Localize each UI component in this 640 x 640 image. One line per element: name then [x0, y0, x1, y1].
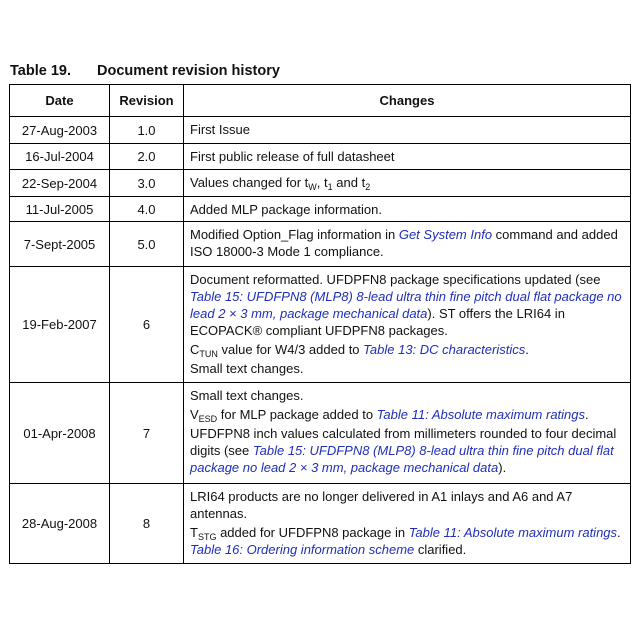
date-cell: 01-Apr-2008 — [10, 383, 110, 484]
revision-history-table — [9, 84, 631, 564]
change-text: T — [190, 525, 198, 540]
change-text: Small text changes. — [190, 361, 304, 376]
change-text: ). — [498, 460, 507, 475]
change-text: added for UFDFPN8 package in — [216, 525, 409, 540]
table-body — [10, 117, 631, 564]
change-paragraph — [190, 387, 626, 404]
change-text: First public release of full datasheet — [190, 149, 395, 164]
table-title: Document revision history — [97, 63, 280, 79]
date-cell: 22-Sep-2004 — [10, 170, 110, 197]
change-text: and t — [332, 175, 366, 190]
date-cell: 16-Jul-2004 — [10, 144, 110, 170]
changes-header: Changes — [184, 85, 631, 117]
date-cell: 11-Jul-2005 — [10, 197, 110, 222]
change-paragraph — [190, 406, 626, 423]
change-text: . — [617, 525, 621, 540]
table-number: Table 19. — [10, 63, 71, 79]
change-paragraph — [190, 425, 626, 476]
revision-cell: 4.0 — [110, 197, 184, 222]
revision-header: Revision — [110, 85, 184, 117]
table-row — [10, 484, 631, 564]
change-text: Small text changes. — [190, 388, 304, 403]
table-row — [10, 170, 631, 197]
revision-cell: 7 — [110, 383, 184, 484]
cross-reference-link[interactable]: Table 11: Absolute maximum ratings — [376, 407, 586, 422]
subscript-text: TUN — [199, 349, 218, 359]
change-text: , t — [316, 175, 328, 190]
table-row — [10, 267, 631, 383]
table-row — [10, 197, 631, 222]
change-text: command and added ISO 18000-3 Mode 1 compliance. — [190, 227, 618, 259]
subscript-text: STG — [197, 532, 217, 542]
table-row — [10, 222, 631, 267]
change-text: for MLP package added to — [217, 407, 377, 422]
change-paragraph — [190, 121, 626, 138]
change-text: Modified Option_Flag information in — [190, 227, 399, 242]
revision-cell: 1.0 — [110, 117, 184, 144]
change-paragraph — [190, 524, 626, 558]
changes-cell — [184, 267, 631, 383]
change-text: . — [525, 342, 529, 357]
change-text: V — [190, 407, 199, 422]
table-row — [10, 144, 631, 170]
date-cell: 19-Feb-2007 — [10, 267, 110, 383]
change-text: Added MLP package information. — [190, 202, 382, 217]
change-paragraph — [190, 226, 626, 260]
change-paragraph — [190, 201, 626, 218]
changes-cell — [184, 197, 631, 222]
cross-reference-link[interactable]: Table 16: Ordering information scheme — [190, 542, 415, 557]
changes-cell — [184, 222, 631, 267]
changes-cell — [184, 117, 631, 144]
change-text: . — [585, 407, 589, 422]
date-cell: 27-Aug-2003 — [10, 117, 110, 144]
change-text: LRI64 products are no longer delivered in A1 inlays and A6 and A7 antennas. — [190, 489, 573, 521]
change-paragraph — [190, 488, 626, 522]
change-text: UFDFPN8 inch values calculated from millimeters rounded to four decimal digits (see — [190, 426, 617, 458]
change-text: clarified. — [414, 542, 467, 557]
cross-reference-link[interactable]: Table 13: DC characteristics — [363, 342, 526, 357]
cross-reference-link[interactable]: Table 15: UFDFPN8 (MLP8) 8-lead ultra thin fine pitch dual flat package no lead 2 × 3 mm, package mechanical data — [190, 443, 614, 475]
change-text: ). ST offers the LRI64 in ECOPACK® compliant UFDPFN8 packages. — [190, 306, 565, 338]
change-paragraph — [190, 360, 626, 377]
revision-cell: 6 — [110, 267, 184, 383]
change-text: Values changed for t — [190, 175, 309, 190]
table-row — [10, 383, 631, 484]
header-row — [10, 85, 631, 117]
cross-reference-link[interactable]: Get System Info — [398, 227, 493, 242]
change-text: value for W4/3 added to — [217, 342, 364, 357]
table-row — [10, 117, 631, 144]
subscript-text: 1 — [327, 182, 333, 192]
change-paragraph — [190, 148, 626, 165]
change-text: C — [190, 342, 200, 357]
changes-cell — [184, 144, 631, 170]
date-cell: 7-Sept-2005 — [10, 222, 110, 267]
change-paragraph — [190, 341, 626, 358]
changes-cell — [184, 170, 631, 197]
table-caption — [10, 63, 280, 79]
change-text: Document reformatted. UFDPFN8 package specifications updated (see — [190, 272, 601, 287]
subscript-text: W — [308, 182, 317, 192]
revision-cell: 2.0 — [110, 144, 184, 170]
date-cell: 28-Aug-2008 — [10, 484, 110, 564]
subscript-text: 2 — [365, 182, 371, 192]
revision-cell: 5.0 — [110, 222, 184, 267]
changes-cell — [184, 484, 631, 564]
revision-cell: 3.0 — [110, 170, 184, 197]
change-text: First Issue — [190, 122, 250, 137]
cross-reference-link[interactable]: Table 11: Absolute maximum ratings — [408, 525, 618, 540]
cross-reference-link[interactable]: Table 15: UFDFPN8 (MLP8) 8-lead ultra thin fine pitch dual flat package no lead 2 × 3 mm, package mechanical data — [190, 289, 622, 321]
revision-cell: 8 — [110, 484, 184, 564]
change-paragraph — [190, 271, 626, 339]
date-header: Date — [10, 85, 110, 117]
subscript-text: ESD — [198, 414, 218, 424]
change-paragraph — [190, 174, 626, 191]
changes-cell — [184, 383, 631, 484]
